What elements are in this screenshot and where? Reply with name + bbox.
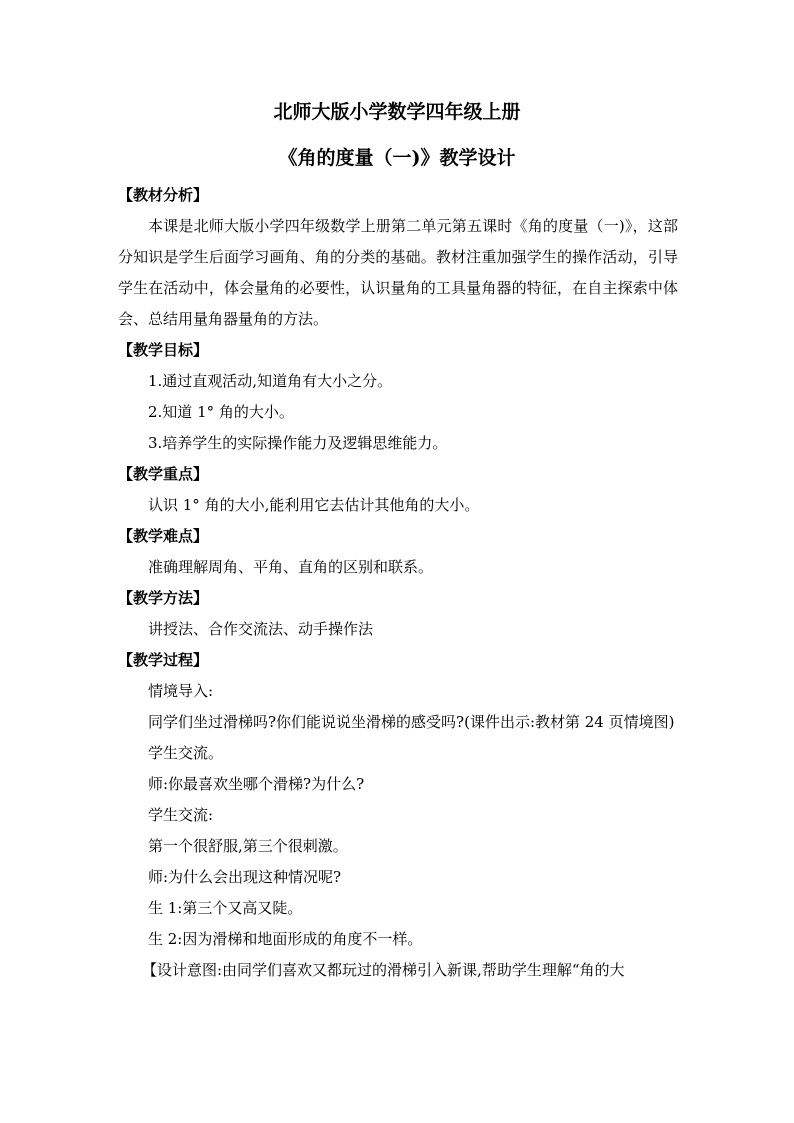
process-intro: 情境导入: — [148, 682, 214, 700]
analysis-paragraph: 本课是北师大版小学四年级数学上册第二单元第五课时《角的度量（一)》，这部分知识是学生后面学习画角、角的分类的基础。教材注重加强学生的操作活动，引导学生在活动中，体会量角的必要性，认识量角的工具量角器的特征，在自主探索中体会、总结用量角器量角的方法。 — [118, 217, 678, 328]
process-line: 师:你最喜欢坐哪个滑梯?为什么? — [148, 775, 365, 793]
process-line: 生 2:因为滑梯和地面形成的角度不一样。 — [148, 930, 423, 948]
process-line: 师:为什么会出现这种情况呢? — [148, 868, 342, 886]
section-heading-goals: 【教学目标】 — [118, 341, 209, 359]
methods-text: 讲授法、合作交流法、动手操作法 — [148, 620, 374, 638]
process-line: 第一个很舒服,第三个很刺激。 — [148, 837, 348, 855]
section-heading-analysis: 【教材分析】 — [118, 186, 209, 204]
key-points-text: 认识 1° 角的大小,能利用它去估计其他角的大小。 — [148, 496, 480, 514]
process-question: 同学们坐过滑梯吗?你们能说说坐滑梯的感受吗?(课件出示:教材第 24 页情境图) — [148, 713, 675, 731]
goal-item: 2.知道 1° 角的大小。 — [148, 403, 294, 421]
section-heading-key-points: 【教学重点】 — [118, 465, 209, 483]
design-intent-text: 【设计意图:由同学们喜欢又都玩过的滑梯引入新课,帮助学生理解“角的大 — [142, 961, 625, 979]
document-body — [118, 180, 678, 986]
document-subtitle: 《角的度量（一)》教学设计 — [278, 147, 516, 169]
document-title: 北师大版小学数学四年级上册 — [273, 101, 521, 123]
section-heading-methods: 【教学方法】 — [118, 589, 209, 607]
process-line: 学生交流: — [148, 806, 214, 824]
process-line: 学生交流。 — [148, 744, 224, 762]
process-line: 生 1:第三个又高又陡。 — [148, 899, 303, 917]
section-heading-process: 【教学过程】 — [118, 651, 209, 669]
goal-item: 3.培养学生的实际操作能力及逻辑思维能力。 — [148, 434, 448, 452]
section-heading-difficulties: 【教学难点】 — [118, 527, 209, 545]
difficulties-text: 准确理解周角、平角、直角的区别和联系。 — [148, 558, 434, 576]
goal-item: 1.通过直观活动,知道角有大小之分。 — [148, 372, 393, 390]
